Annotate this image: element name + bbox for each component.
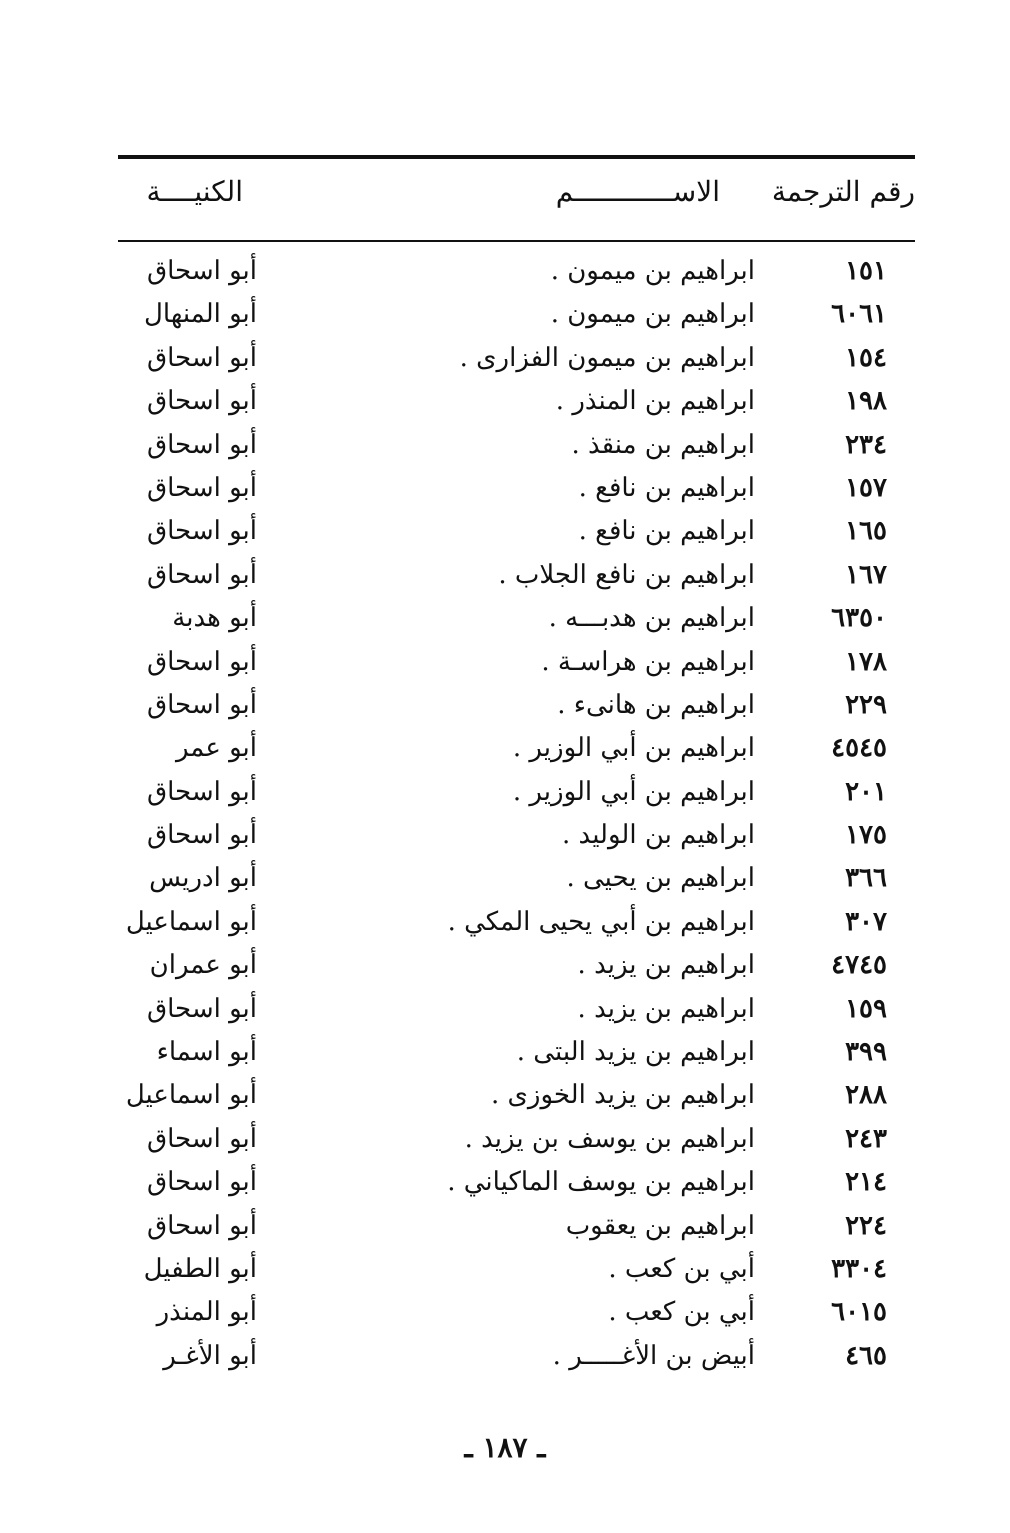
table-row [118, 337, 915, 380]
entry-kunya: أبو الأغـر [163, 1340, 257, 1371]
entry-name: ابراهيم بن نافع . [578, 516, 755, 547]
entry-name: ابراهيم بن هدبـــه . [548, 603, 755, 634]
entry-name: ابراهيم بن ميمون . [550, 299, 755, 330]
entry-kunya: أبو اسماء [156, 1037, 257, 1068]
entry-name: ابراهيم بن يوسف بن يزيد . [464, 1123, 755, 1154]
entry-number: ٢٤٣ [845, 1123, 887, 1154]
table-header [118, 170, 915, 220]
table-row [118, 641, 915, 684]
table-row [118, 1031, 915, 1074]
entry-number: ١٧٨ [845, 646, 887, 677]
entry-name: أبي بن كعب . [608, 1297, 755, 1328]
entry-number: ٢١٤ [845, 1167, 887, 1198]
table-header-rule [118, 240, 915, 242]
entry-kunya: أبو اسحاق [146, 1123, 257, 1154]
entry-kunya: أبو اسحاق [146, 776, 257, 807]
entry-name: ابراهيم بن يزيد . [577, 950, 755, 981]
table-top-rule [118, 155, 915, 159]
entry-number: ١٦٥ [845, 516, 887, 547]
header-name: الاســــــــــــم [555, 175, 720, 208]
entry-name: ابراهيم بن أبي الوزير . [512, 733, 755, 764]
entry-name: ابراهيم بن يعقوب [565, 1210, 755, 1241]
entry-name: ابراهيم بن الوليد . [562, 820, 755, 851]
table-row [118, 554, 915, 597]
entry-name: ابراهيم بن هانىء . [557, 689, 755, 720]
entry-name: ابراهيم بن نافع . [578, 472, 755, 503]
entry-name: ابراهيم بن ميمون . [550, 256, 755, 286]
entry-number: ١٥١ [845, 256, 887, 286]
entry-number: ٤٧٤٥ [831, 950, 887, 981]
table-body [118, 250, 915, 1378]
entry-number: ١٦٧ [845, 559, 887, 590]
entry-name: أبيض بن الأغـــــر . [552, 1340, 755, 1371]
entry-name: ابراهيم بن منقذ . [571, 429, 755, 460]
table-row [118, 1161, 915, 1204]
entry-number: ٤٦٥ [845, 1340, 887, 1371]
table-row [118, 467, 915, 510]
entry-name: ابراهيم بن أبي يحيى المكي . [447, 906, 755, 937]
entry-name: ابراهيم بن ميمون الفزارى . [459, 342, 755, 373]
entry-number: ١٧٥ [845, 820, 887, 851]
entry-kunya: أبو اسحاق [146, 1210, 257, 1241]
entry-kunya: أبو اسحاق [146, 559, 257, 590]
entry-number: ١٩٨ [845, 386, 887, 417]
entry-name: ابراهيم بن المنذر . [555, 386, 755, 417]
table-row [118, 597, 915, 640]
entry-name: أبي بن كعب . [608, 1253, 755, 1284]
table-row [118, 727, 915, 770]
entry-kunya: أبو اسحاق [146, 993, 257, 1024]
entry-kunya: أبو المنذر [156, 1297, 257, 1328]
entry-kunya: أبو اسحاق [146, 342, 257, 373]
entry-number: ٦٠١٥ [831, 1297, 887, 1328]
entry-kunya: أبو عمران [149, 950, 257, 981]
entry-number: ١٥٧ [845, 472, 887, 503]
entry-kunya: أبو اسماعيل [125, 906, 257, 937]
entry-kunya: أبو اسماعيل [125, 1080, 257, 1111]
table-row [118, 510, 915, 553]
entry-number: ١٥٤ [845, 342, 887, 373]
entry-kunya: أبو هدبة [172, 603, 257, 634]
entry-number: ٣٣٠٤ [831, 1253, 887, 1284]
table-row [118, 380, 915, 423]
entry-name: ابراهيم بن أبي الوزير . [512, 776, 755, 807]
entry-name: ابراهيم بن يزيد . [577, 993, 755, 1024]
table-row [118, 293, 915, 336]
table-row [118, 1335, 915, 1378]
entry-name: ابراهيم بن يزيد البتى . [516, 1037, 755, 1068]
entry-name: ابراهيم بن يحيى . [566, 863, 755, 894]
table-row [118, 988, 915, 1031]
table-row [118, 944, 915, 987]
entry-number: ٣٩٩ [845, 1037, 887, 1068]
table-row [118, 814, 915, 857]
table-row [118, 1248, 915, 1291]
entry-kunya: أبو اسحاق [146, 429, 257, 460]
header-number: رقم الترجمة [771, 175, 915, 208]
entry-number: ٦٠٦١ [831, 299, 887, 330]
entry-kunya: أبو اسحاق [146, 1167, 257, 1198]
entry-number: ٦٣٥٠ [831, 603, 887, 634]
table-row [118, 901, 915, 944]
table-row [118, 1118, 915, 1161]
table-row [118, 857, 915, 900]
table-row [118, 1205, 915, 1248]
entry-kunya: أبو الطفيل [143, 1253, 257, 1284]
entry-kunya: أبو اسحاق [146, 646, 257, 677]
entry-kunya: أبو ادريس [149, 863, 257, 894]
entry-number: ٣٦٦ [845, 863, 887, 894]
entry-name: ابراهيم بن هراسـة . [541, 646, 755, 677]
entry-kunya: أبو اسحاق [146, 689, 257, 720]
entry-kunya: أبو اسحاق [146, 820, 257, 851]
entry-kunya: أبو المنهال [144, 299, 257, 330]
entry-number: ٢٠١ [845, 776, 887, 807]
entry-name: ابراهيم بن يوسف الماكياني . [447, 1167, 755, 1198]
entry-kunya: أبو اسحاق [146, 472, 257, 503]
entry-number: ٤٥٤٥ [831, 733, 887, 764]
entry-name: ابراهيم بن يزيد الخوزى . [491, 1080, 755, 1111]
entry-number: ٢٣٤ [845, 429, 887, 460]
entry-number: ١٥٩ [845, 993, 887, 1024]
table-row [118, 1291, 915, 1334]
entry-number: ٣٠٧ [845, 906, 887, 937]
header-kunya: الكنيــــة [146, 175, 243, 208]
table-row [118, 424, 915, 467]
entry-number: ٢٢٩ [845, 689, 887, 720]
table-row [118, 684, 915, 727]
table-row [118, 250, 915, 293]
entry-kunya: أبو اسحاق [146, 516, 257, 547]
entry-kunya: أبو عمر [175, 733, 257, 764]
table-row [118, 1074, 915, 1117]
entry-kunya: أبو اسحاق [146, 256, 257, 286]
entry-number: ٢٨٨ [845, 1080, 887, 1111]
table-row [118, 771, 915, 814]
entry-name: ابراهيم بن نافع الجلاب . [498, 559, 755, 590]
page-number: ـ ١٨٧ ـ [464, 1431, 546, 1464]
entry-kunya: أبو اسحاق [146, 386, 257, 417]
entry-number: ٢٢٤ [845, 1210, 887, 1241]
